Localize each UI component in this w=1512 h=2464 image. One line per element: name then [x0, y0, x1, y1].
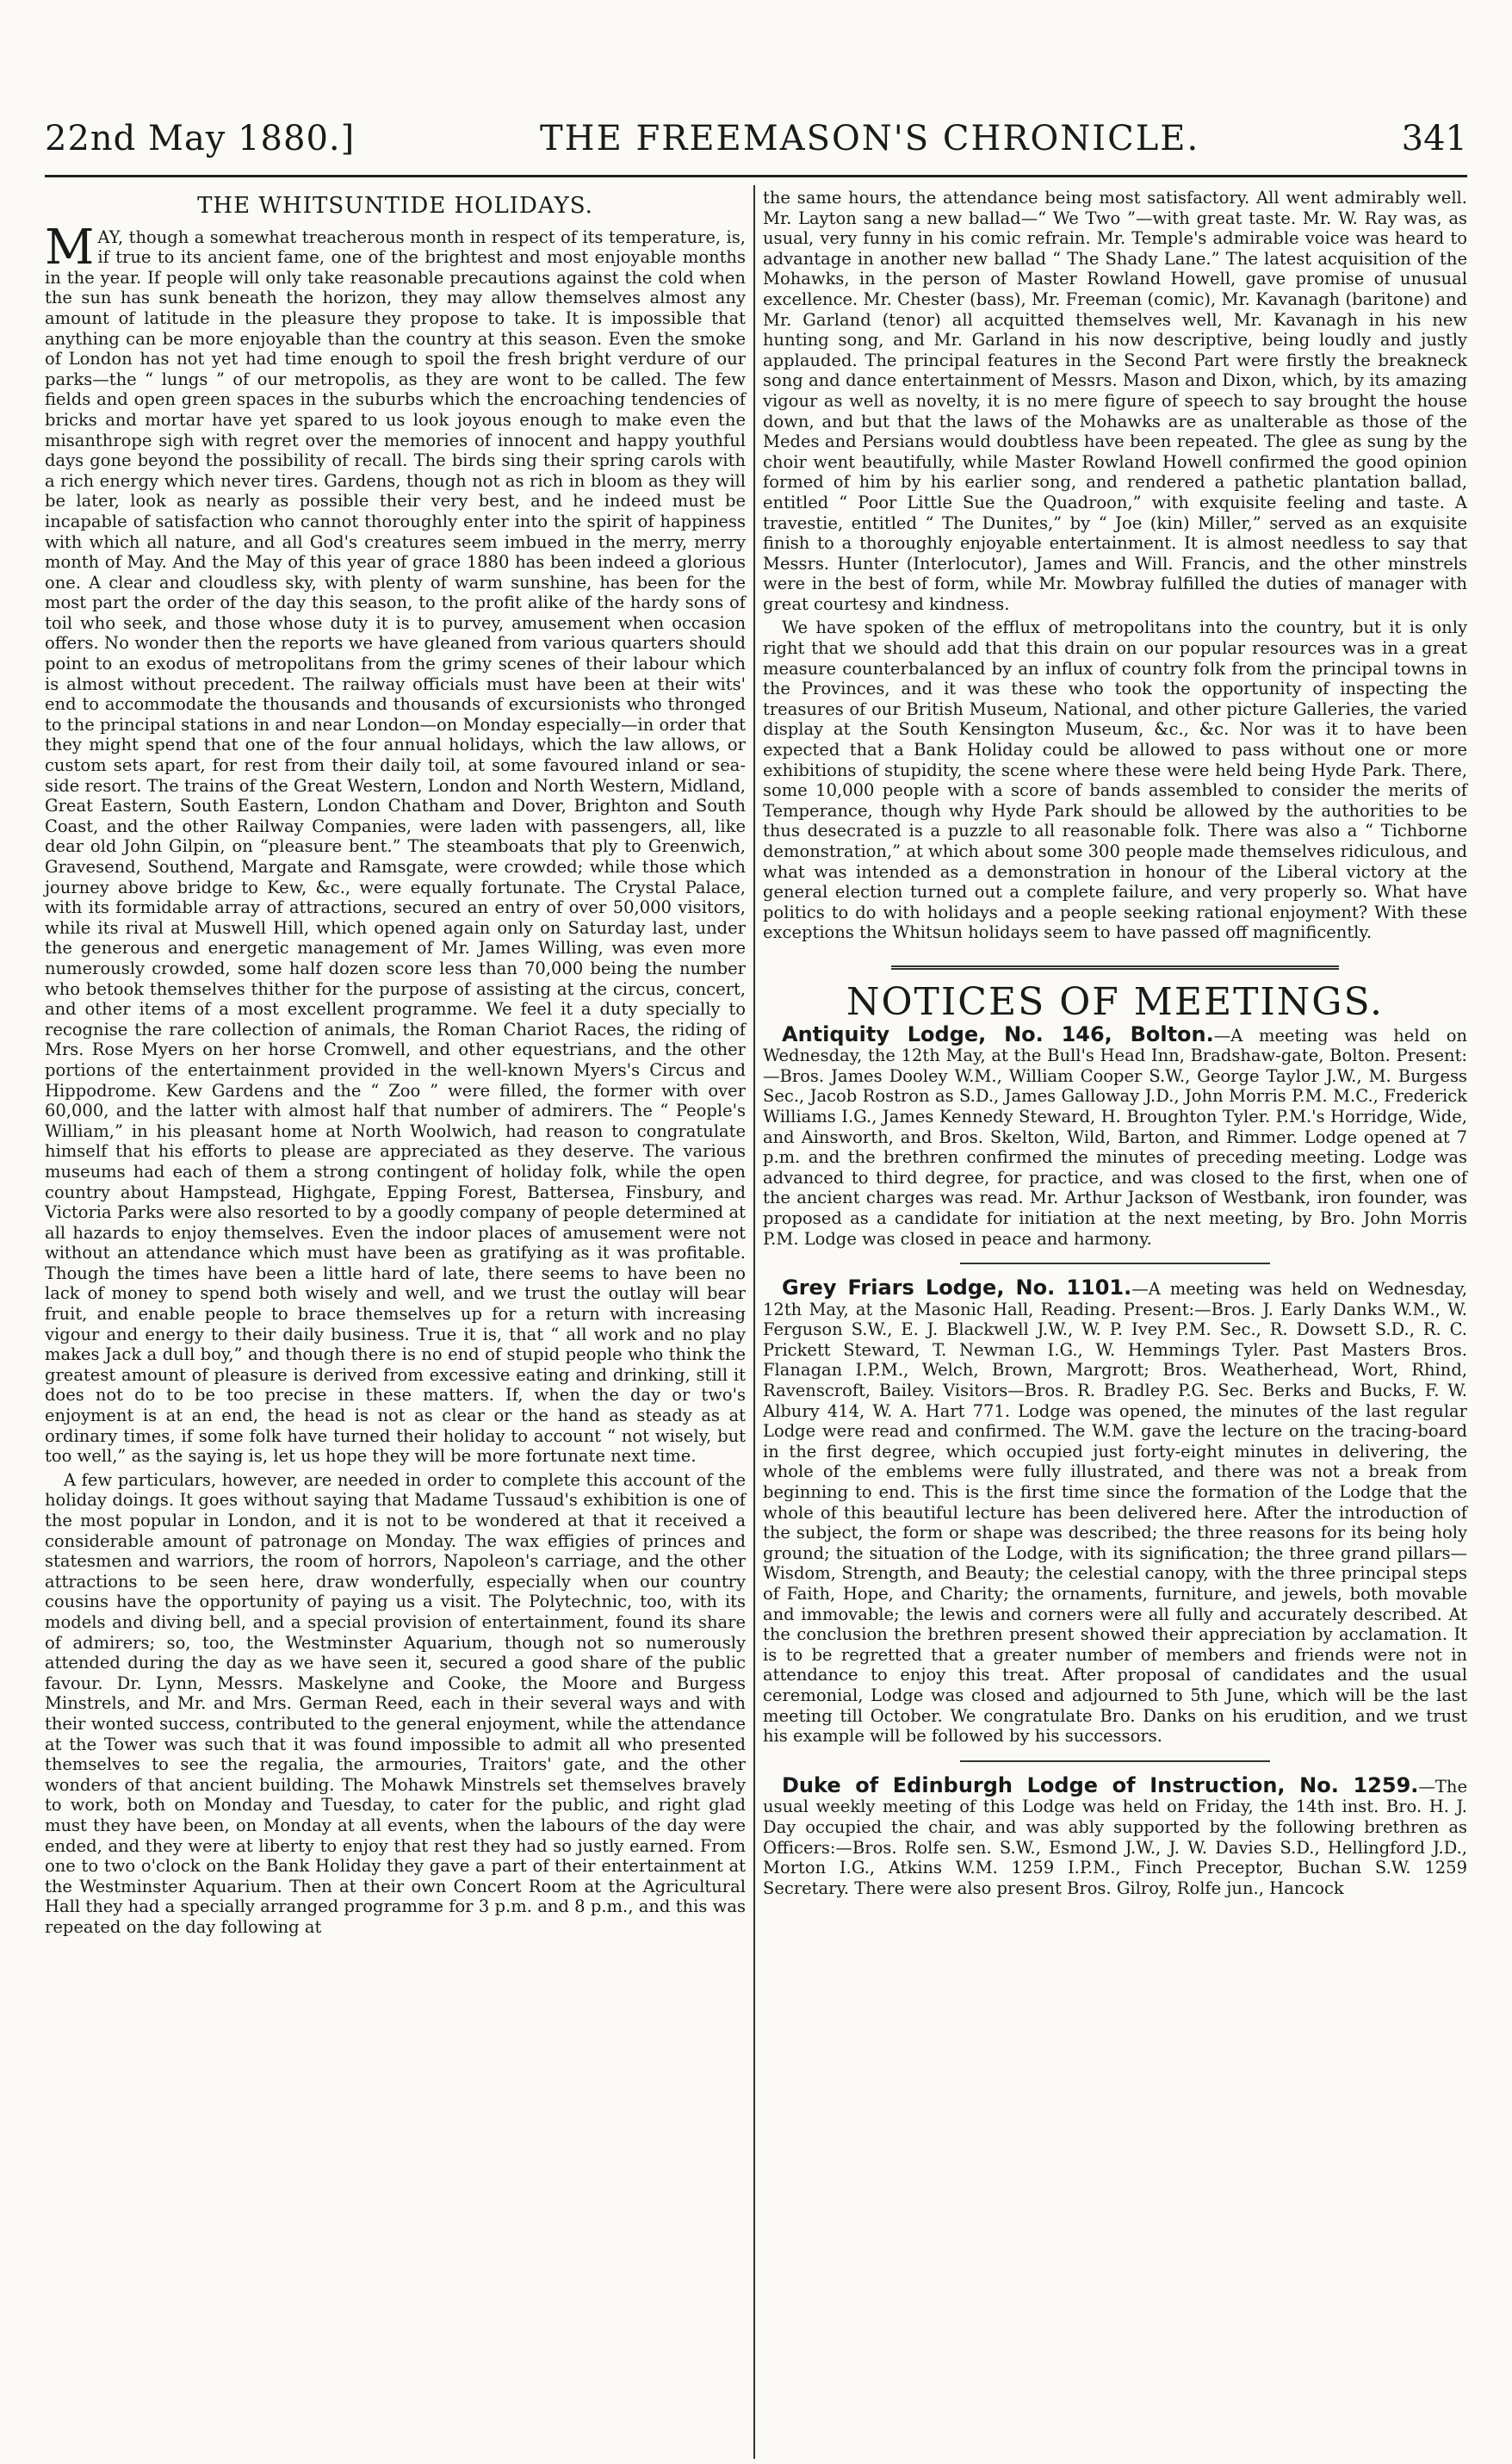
page-header [45, 119, 1467, 171]
lodge-notice [763, 1021, 1467, 1250]
lodge-notice [763, 1275, 1467, 1747]
lodge-text: —A meeting was held on Wednesday, the 12th May, at the Bull's Head Inn, Bradshaw-gate, Bolton. Present:—Bros. James Dooley W.M., William Cooper S.W., George Taylor J.W., M. Burgess Sec., Jacob Rostron as S.D., James Galloway J.D., John Morris P.M. M.C., Frederick Williams I.G., James Kennedy Steward, H. Broughton Tyler. P.M.'s Horridge, Wide, and Ainsworth, and Bros. Skelton, Wild, Barton, and Rimmer. Lodge opened at 7 p.m. and the brethren confirmed the minutes of preceding meeting. Lodge was advanced to third degree, for practice, and was closed to the first, when one of the ancient charges was read. Mr. Arthur Jackson of Westbank, iron founder, was proposed as a candidate for initiation at the next meeting, by Bro. John Morris P.M. Lodge was closed in peace and harmony. [763, 1025, 1467, 1249]
paragraph-text: AY, though a somewhat treacherous month in respect of its temperature, is, if true to its ancient fame, one of the brightest and most enjoyable months in the year. If people will only take reasonable precautions against the cold when the sun has sunk beneath the horizon, they may allow themselves almost any amount of latitude in the pleasure they propose to take. It is impossible that anything can be more enjoyable than the country at this season. Even the smoke of London has not yet had time enough to spoil the fresh bright verdure of our parks—the “ lungs ” of our metropolis, as they are wont to be called. The few fields and open green spaces in the suburbs which the encroaching tendencies of bricks and mortar have yet spared to us look joyous enough to make even the misanthrope sigh with regret over the memories of innocent and happy youthful days gone beyond the possibility of recall. The birds sing their spring carols with a rich energy which never tires. Gardens, though not as rich in bloom as they will be later, look as nearly as possible their very best, and he indeed must be incapable of satisfaction who cannot thoroughly enter into the spirit of happiness with which all nature, and all God's creatures seem imbued in the merry, merry month of May. And the May of this year of grace 1880 has been indeed a glorious one. A clear and cloudless sky, with plenty of warm sunshine, has been for the most part the order of the day this season, to the profit alike of the hardy sons of toil who seek, and those whose duty it is to purvey, amusement when occasion offers. No wonder then the reports we have gleaned from various quarters should point to an exodus of metropolitans from the grimy scenes of their labour which is almost without precedent. The railway officials must have been at their wits' end to accommodate the thousands and thousands of excursionists who thronged to the principal stations in and near London—on Monday especially—in order that they might spend that one of the four annual holidays, which the law allows, or custom sets apart, for rest from their daily toil, at some favoured inland or sea-side resort. The trains of the Great Western, London and North Western, Midland, Great Eastern, South Eastern, London Chatham and Dover, Brighton and South Coast, and the other Railway Companies, were laden with passengers, all, like dear old John Gilpin, on “pleasure bent.” The steamboats that ply to Greenwich, Gravesend, Southend, Margate and Ramsgate, were crowded; while those which journey above bridge to Kew, &c., were equally fortunate. The Crystal Palace, with its formidable array of attractions, secured an entry of over 50,000 visitors, while its rival at Muswell Hill, which opened again only on Saturday last, under the generous and energetic management of Mr. James Willing, was even more numerously crowded, some half dozen score less than 70,000 being the number who betook themselves thither for the purpose of assisting at the circus, concert, and other items of a most excellent programme. We feel it a duty specially to recognise the rare collection of animals, the Roman Chariot Races, the riding of Mrs. Rose Myers on her horse Cromwell, and other equestrians, and the other portions of the entertainment provided in the well-known Myers's Circus and Hippodrome. Kew Gardens and the “ Zoo ” were filled, the former with over 60,000, and the latter with almost half that number of admirers. The “ People's William,” in his pleasant home at North Woolwich, had reason to congratulate himself that his efforts to please are appreciated as they deserve. The various museums had each of them a strong contingent of holiday folk, while the open country about Hampstead, Highgate, Epping Forest, Battersea, Finsbury, and Victoria Parks were also resorted to by a goodly company of people determined at all hazards to enjoy themselves. Even the indoor places of amusement were not without an attendance which must have been as gratifying as it was profitable. Though the times have been a little hard of late, there seems to have been no lack of money to spend both wisely and well, and we trust the outlay will bear fruit, and enable people to brace themselves up for a return with increasing vigour and energy to their daily business. True it is, that “ all work and no play makes Jack a dull boy,” and though there is no end of stupid people who think the greatest amount of pleasure is derived from excessive eating and drinking, still it does not do to be too precise in these matters. If, when the day or two's enjoyment is at an end, the head is not as clear or the hand as steady as at ordinary times, if some folk have turned their holiday to account “ not wisely, but too well,” as the saying is, let us hope they will be more fortunate next time. [45, 227, 747, 1467]
lodge-text: —A meeting was held on Wednesday, 12th May, at the Masonic Hall, Reading. Present:—Bros. J. Early Danks W.M., W. Ferguson S.W., E. J. Blackwell J.W., W. P. Ivey P.M. Sec., R. Dowsett S.D., R. C. Prickett Steward, T. Newman I.G., W. Hemmings Tyler. Past Masters Bros. Flanagan I.P.M., Welch, Brown, Margrott; Bros. Weatherhead, Wort, Rhind, Ravenscroft, Bailey. Visitors—Bros. R. Bradley P.G. Sec. Berks and Bucks, F. W. Albury 414, W. A. Hart 771. Lodge was opened, the minutes of the last regular Lodge were read and confirmed. The W.M. gave the lecture on the tracing-board in the first degree, which occupied just forty-eight minutes in delivering, the whole of the emblems were fully illustrated, and there was not a break from beginning to end. This is the first time since the formation of the Lodge that the whole of this beautiful lecture has been delivered here. After the introduction of the subject, the form or shape was described; the three reasons for its being holy ground; the situation of the Lodge, with its signification; the three grand pillars—Wisdom, Strength, and Beauty; the celestial canopy, with the three principal steps of Faith, Hope, and Charity; the ornaments, furniture, and jewels, both movable and immovable; the lewis and corners were all fully and accurately described. At the conclusion the brethren present showed their appreciation by acclamation. It is to be regretted that a greater number of members and friends were not in attendance to enjoy this treat. After proposal of candidates and the usual ceremonial, Lodge was closed and adjourned to 5th June, which will be the last meeting till October. We congratulate Bro. Danks on his erudition, and we trust his example will be followed by his successors. [763, 1279, 1467, 1747]
lodge-text: —The usual weekly meeting of this Lodge was held on Friday, the 14th inst. Bro. H. J. Day occupied the chair, and was ably supported by the following brethren as Officers:—Bros. Rolfe sen. S.W., Esmond J.W., J. W. Davies S.D., Hellingford J.D., Morton I.G., Atkins W.M. 1259 I.P.M., Finch Preceptor, Buchan S.W. 1259 Secretary. There were also present Bros. Gilroy, Rolfe jun., Hancock [763, 1776, 1467, 1898]
notice-separator [960, 1760, 1270, 1762]
left-column [45, 188, 746, 2461]
notices-title: NOTICES OF MEETINGS. [846, 979, 1385, 1024]
article-title: THE WHITSUNTIDE HOLIDAYS. [197, 193, 593, 219]
lodge-name: Grey Friars Lodge, No. 1101. [782, 1275, 1132, 1300]
lodge-name: Duke of Edinburgh Lodge of Instruction, No. 1259. [782, 1772, 1419, 1797]
article-paragraph: the same hours, the attendance being most satisfactory. All went admirably well. Mr. Layton sang a new ballad—“ We Two ”—with great taste. Mr. W. Ray was, as usual, very funny in his comic refrain. Mr. Temple's admirable voice was heard to advantage in another new ballad “ The Shady Lane.” The latest acquisition of the Mohawks, in the person of Master Rowland Howell, gave promise of unusual excellence. Mr. Chester (bass), Mr. Freeman (comic), Mr. Kavanagh (baritone) and Mr. Garland (tenor) all acquitted themselves well, Mr. Kavanagh in his new hunting song, and Mr. Garland in his now descriptive, being loudly and justly applauded. The principal features in the Second Part were firstly the breakneck song and dance entertainment of Messrs. Mason and Dixon, which, by its amazing vigour as well as novelty, it is no mere figure of speech to say brought the house down, and but that the laws of the Mohawks are as unalterable as those of the Medes and Persians would doubtless have been repeated. The glee as sung by the choir went beautifully, while Master Rowland Howell confirmed the good opinion formed of him by his earlier song, and rendered a pathetic plantation ballad, entitled “ Poor Little Sue the Quadroon,” with exquisite feeling and taste. A travestie, entitled “ The Dunites,” by “ Joe (kin) Miller,” served as an exquisite finish to a thoroughly enjoyable entertainment. It is almost needless to say that Messrs. Hunter (Interlocutor), James and Will. Francis, and the other minstrels were in the best of form, while Mr. Mowbray fulfilled the duties of manager with great courtesy and kindness. [763, 188, 1467, 614]
section-separator [891, 965, 1339, 970]
publication-title: THE FREEMASON'S CHRONICLE. [540, 119, 1200, 158]
article-paragraph [45, 219, 747, 1467]
article-paragraph: We have spoken of the efflux of metropolitans into the country, but it is only right that we should add that this drain on our popular resources was in a great measure counterbalanced by an influx of country folk from the principal towns in the Provinces, and it was these who took the opportunity of inspecting the treasures of our British Museum, National, and other picture Galleries, the varied display at the South Kensington Museum, &c., &c. Nor was it to have been expected that a Bank Holiday could be allowed to pass without one or more exhibitions of stupidity, the scene where these were held being Hyde Park. There, some 10,000 people with a score of bands assembled to consider the merits of Temperance, though why Hyde Park should be allowed by the authorities to be thus desecrated is a puzzle to all reasonable folk. There was also a “ Tichborne demonstration,” at which about some 300 people made themselves ridiculous, and what was intended as a demonstration in honour of the Liberal victory at the general election turned out a complete failure, and very properly so. What have politics to do with holidays and a people seeking rational enjoyment? With these exceptions the Whitsun holidays seem to have passed off magnificently. [763, 618, 1467, 943]
issue-date: 22nd May 1880.] [45, 119, 356, 158]
header-rule [45, 175, 1467, 177]
lodge-notice [763, 1772, 1467, 1899]
article-paragraph: A few particulars, however, are needed in order to complete this account of the holiday doings. It goes without saying that Madame Tussaud's exhibition is one of the most popular in London, and it is not to be wondered at that it received a considerable amount of patronage on Monday. The wax effigies of princes and statesmen and warriors, the room of horrors, Napoleon's carriage, and the other attractions to be seen here, draw wonderfully, especially when our country cousins have the opportunity of paying us a visit. The Polytechnic, too, with its models and diving bell, and a special provision of entertainment, found its share of admirers; so, too, the Westminster Aquarium, though not so numerously attended during the day as we have seen it, secured a good share of the public favour. Dr. Lynn, Messrs. Maskelyne and Cooke, the Moore and Burgess Minstrels, and Mr. and Mrs. German Reed, each in their several ways and with their wonted success, contributed to the general enjoyment, while the attendance at the Tower was such that it was found impossible to admit all who presented themselves to see the regalia, the armouries, Traitors' gate, and the other wonders of that ancient building. The Mohawk Minstrels set themselves bravely to work, both on Monday and Tuesday, to cater for the public, and right glad must they have been, on Monday at all events, when the labours of the day were ended, and they were at liberty to enjoy that rest they had so justly earned. From one to two o'clock on the Bank Holiday they gave a part of their entertainment at the Westminster Aquarium. Then at their own Concert Room at the Agricultural Hall they had a specially arranged programme for 3 p.m. and 8 p.m., and this was repeated on the day following at [45, 1469, 746, 1937]
right-column [763, 188, 1467, 2461]
notice-separator [960, 1263, 1270, 1264]
column-divider [753, 185, 755, 2459]
lodge-name: Antiquity Lodge, No. 146, Bolton. [782, 1021, 1214, 1046]
drop-cap: M [45, 219, 95, 276]
page-number: 341 [1401, 119, 1467, 158]
